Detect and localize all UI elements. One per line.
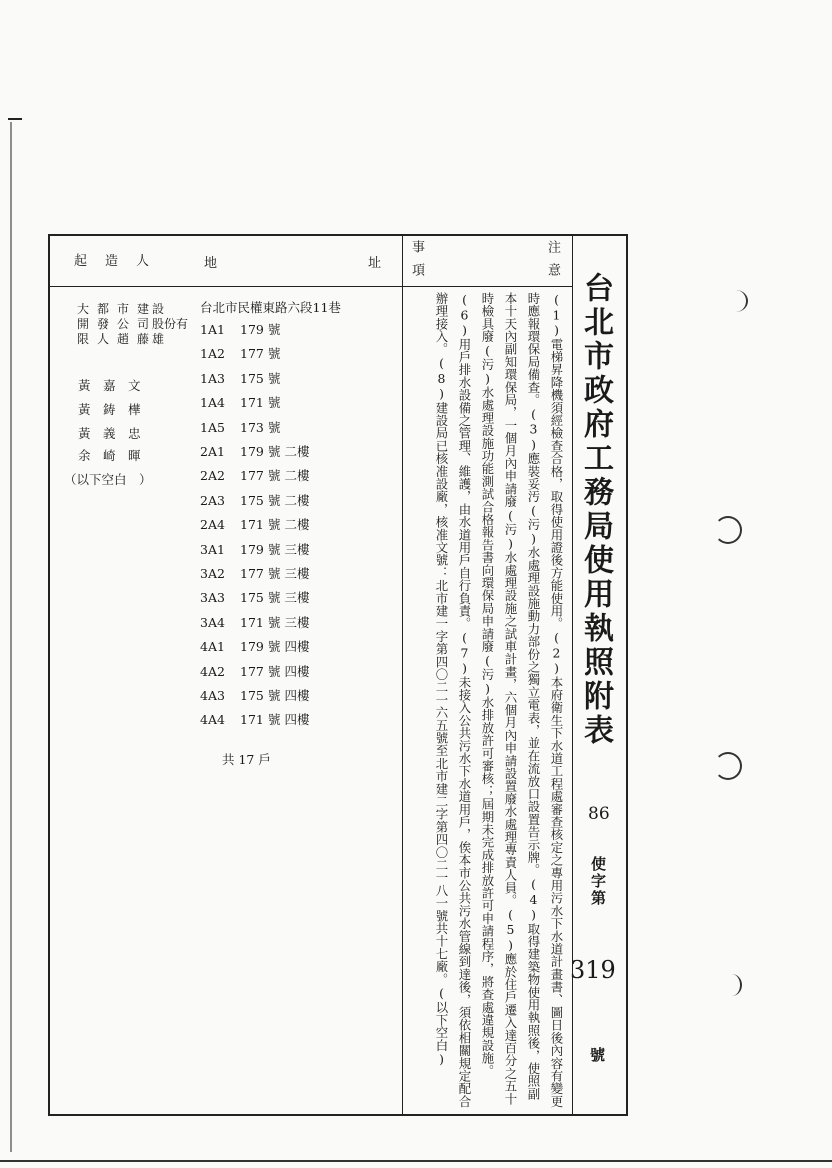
unit-code: 1A4 — [200, 395, 225, 411]
unit-code: 4A4 — [200, 712, 225, 728]
divider-notes-left — [402, 236, 403, 1114]
unit-suffix: 號 二樓 — [268, 468, 310, 484]
address-unit-row — [200, 369, 281, 387]
unit-code: 1A2 — [200, 346, 225, 362]
header-matters: 事項 — [409, 240, 424, 286]
unit-suffix: 號 三樓 — [268, 590, 310, 606]
note-col-7: 五號至北市建二字第四〇二一八一號共十七廠。(以下空白) — [434, 718, 449, 1068]
unit-number: 171 — [240, 395, 264, 411]
unit-number: 177 — [240, 468, 264, 484]
binder-mark-top — [8, 118, 22, 120]
builder-company-col-2: 都 發 人 — [96, 302, 109, 346]
builder-person-2: 黃 鋳 樺 — [78, 402, 141, 417]
address-unit-row — [200, 418, 281, 436]
address-unit-row — [200, 540, 309, 558]
unit-number: 173 — [240, 419, 264, 435]
address-unit-row — [200, 710, 309, 728]
note-col-4: 。(5)應於住戶遷入達百分之五十時檢具廢(污)水處理設施功能測試合格報告書向環保局申請廢(污)水排放許可審核；屆期 — [480, 292, 518, 1106]
unit-number: 179 — [240, 322, 264, 337]
note-col-1: (1)電梯昇降機須經檢查合格，取得使用證後方能使用。(2)本府衛生下水道工程處審查核定之專用污水下水道計畫書、圖日後 — [549, 292, 564, 1045]
unit-suffix: 號 三樓 — [268, 541, 310, 557]
license-suffix: 號 — [590, 1046, 606, 1064]
address-unit-row — [200, 588, 309, 606]
unit-suffix: 號 四樓 — [268, 688, 310, 703]
unit-code: 2A2 — [200, 468, 225, 484]
address-unit-row — [200, 637, 309, 655]
license-annex-form — [48, 234, 628, 1116]
unit-suffix: 號 — [268, 322, 281, 337]
builder-company-col-5: 設 股份有 雄 — [152, 302, 189, 346]
unit-number: 175 — [240, 688, 264, 703]
header-notes: 注意 — [545, 240, 560, 286]
binder-hole-3 — [714, 752, 742, 780]
address-total: 共 17 戶 — [222, 752, 271, 767]
unit-suffix: 號 — [268, 370, 281, 386]
unit-number: 177 — [240, 566, 264, 581]
license-number: 319 — [570, 956, 616, 984]
unit-code: 2A1 — [200, 444, 225, 459]
unit-suffix: 號 四樓 — [268, 712, 310, 728]
unit-suffix: 號 — [268, 395, 281, 411]
unit-number: 171 — [240, 712, 264, 728]
builder-person-1: 黃 嘉 文 — [78, 378, 141, 393]
unit-suffix: 號 三樓 — [268, 614, 310, 630]
unit-code: 4A2 — [200, 663, 225, 679]
note-col-2: 內容有變更時應報環保局備查。(3)應裝妥汚(污)水處理設施動力部份之獨立電表，並在流放口設置告示牌。(4)取得建築物使 — [526, 292, 564, 1108]
unit-suffix: 號 四樓 — [268, 639, 310, 655]
unit-code: 1A5 — [200, 419, 225, 435]
unit-number: 175 — [240, 492, 264, 508]
unit-suffix: 號 — [268, 419, 281, 435]
unit-code: 3A2 — [200, 566, 225, 581]
form-title: 台北市政府工務局使用執照附表 — [578, 272, 613, 748]
binder-hole-4 — [722, 974, 742, 996]
unit-code: 1A3 — [200, 370, 225, 386]
unit-number: 179 — [240, 541, 264, 557]
note-col-6: 用戶，俟本市公共污水管線到達後，須依相關規定配合辦理接入。(8)建設局已核准設廠，核准文號：北市建一字第四〇二一六 — [434, 292, 472, 1108]
license-type: 使字第 — [589, 856, 607, 907]
unit-code: 3A4 — [200, 614, 225, 630]
unit-number: 175 — [240, 370, 264, 386]
unit-code: 4A1 — [200, 639, 225, 655]
header-address-right: 址 — [368, 256, 382, 271]
builder-company-col-3: 市 公 趙 — [116, 302, 129, 346]
license-year: 86 — [588, 804, 610, 824]
notes-header-rule — [402, 286, 572, 287]
bottom-rule — [0, 1160, 832, 1162]
unit-code: 4A3 — [200, 688, 225, 703]
unit-number: 171 — [240, 517, 264, 533]
address-unit-row — [200, 491, 309, 509]
unit-code: 1A1 — [200, 322, 225, 337]
unit-number: 177 — [240, 346, 264, 362]
unit-code: 3A3 — [200, 590, 225, 606]
address-unit-row — [200, 662, 309, 680]
unit-code: 2A3 — [200, 492, 225, 508]
address-unit-row — [200, 613, 309, 631]
builder-person-3: 黃 義 忠 — [78, 426, 141, 441]
note-col-5: 未完成排放許可申請程序，將查處違規設施。(6)用戶排水設備之管理、維護，由水道用戶自行負責。(7)未接入公共污水下水道 — [457, 292, 495, 1078]
address-unit-row — [200, 320, 281, 338]
builder-person-4: 余 崎 暉 — [78, 448, 141, 463]
header-rule — [50, 286, 402, 287]
unit-number: 175 — [240, 590, 264, 606]
binder-hole-2 — [714, 516, 742, 544]
header-builder: 起造人 — [74, 254, 168, 269]
unit-suffix: 號 二樓 — [268, 492, 310, 508]
note-col-3: 用執照後，使照副本十天內副知環保局，一個月內申請廢(污)水處理設施之試車計畫，六個月內申請設置廢水處理專責人員 — [503, 292, 541, 1101]
unit-code: 2A4 — [200, 517, 225, 533]
binder-mark-left — [10, 122, 12, 1152]
address-unit-row — [200, 393, 281, 411]
builder-company-col-1: 大 開 限 — [76, 302, 89, 346]
address-unit-row — [200, 466, 309, 484]
unit-number: 171 — [240, 614, 264, 630]
unit-suffix: 號 二樓 — [268, 517, 310, 533]
unit-number: 179 — [240, 639, 264, 655]
address-unit-row — [200, 344, 281, 362]
unit-suffix: 號 三樓 — [268, 566, 310, 581]
address-unit-row — [200, 442, 309, 460]
unit-suffix: 號 四樓 — [268, 663, 310, 679]
builder-company-col-4: 建 司 藤 — [136, 302, 149, 346]
header-address-left: 地 — [204, 256, 218, 271]
unit-suffix: 號 — [268, 346, 281, 362]
address-unit-row — [200, 515, 309, 533]
notes-text — [408, 292, 568, 1108]
address-unit-row — [200, 564, 309, 582]
unit-code: 3A1 — [200, 541, 225, 557]
address-unit-row — [200, 686, 309, 704]
builder-blank: （以下空白 ） — [64, 472, 152, 487]
address-street: 台北市民權東路六段11巷 — [200, 300, 341, 315]
unit-number: 179 — [240, 444, 264, 459]
binder-hole-1 — [724, 290, 748, 312]
unit-number: 177 — [240, 663, 264, 679]
unit-suffix: 號 二樓 — [268, 444, 310, 459]
